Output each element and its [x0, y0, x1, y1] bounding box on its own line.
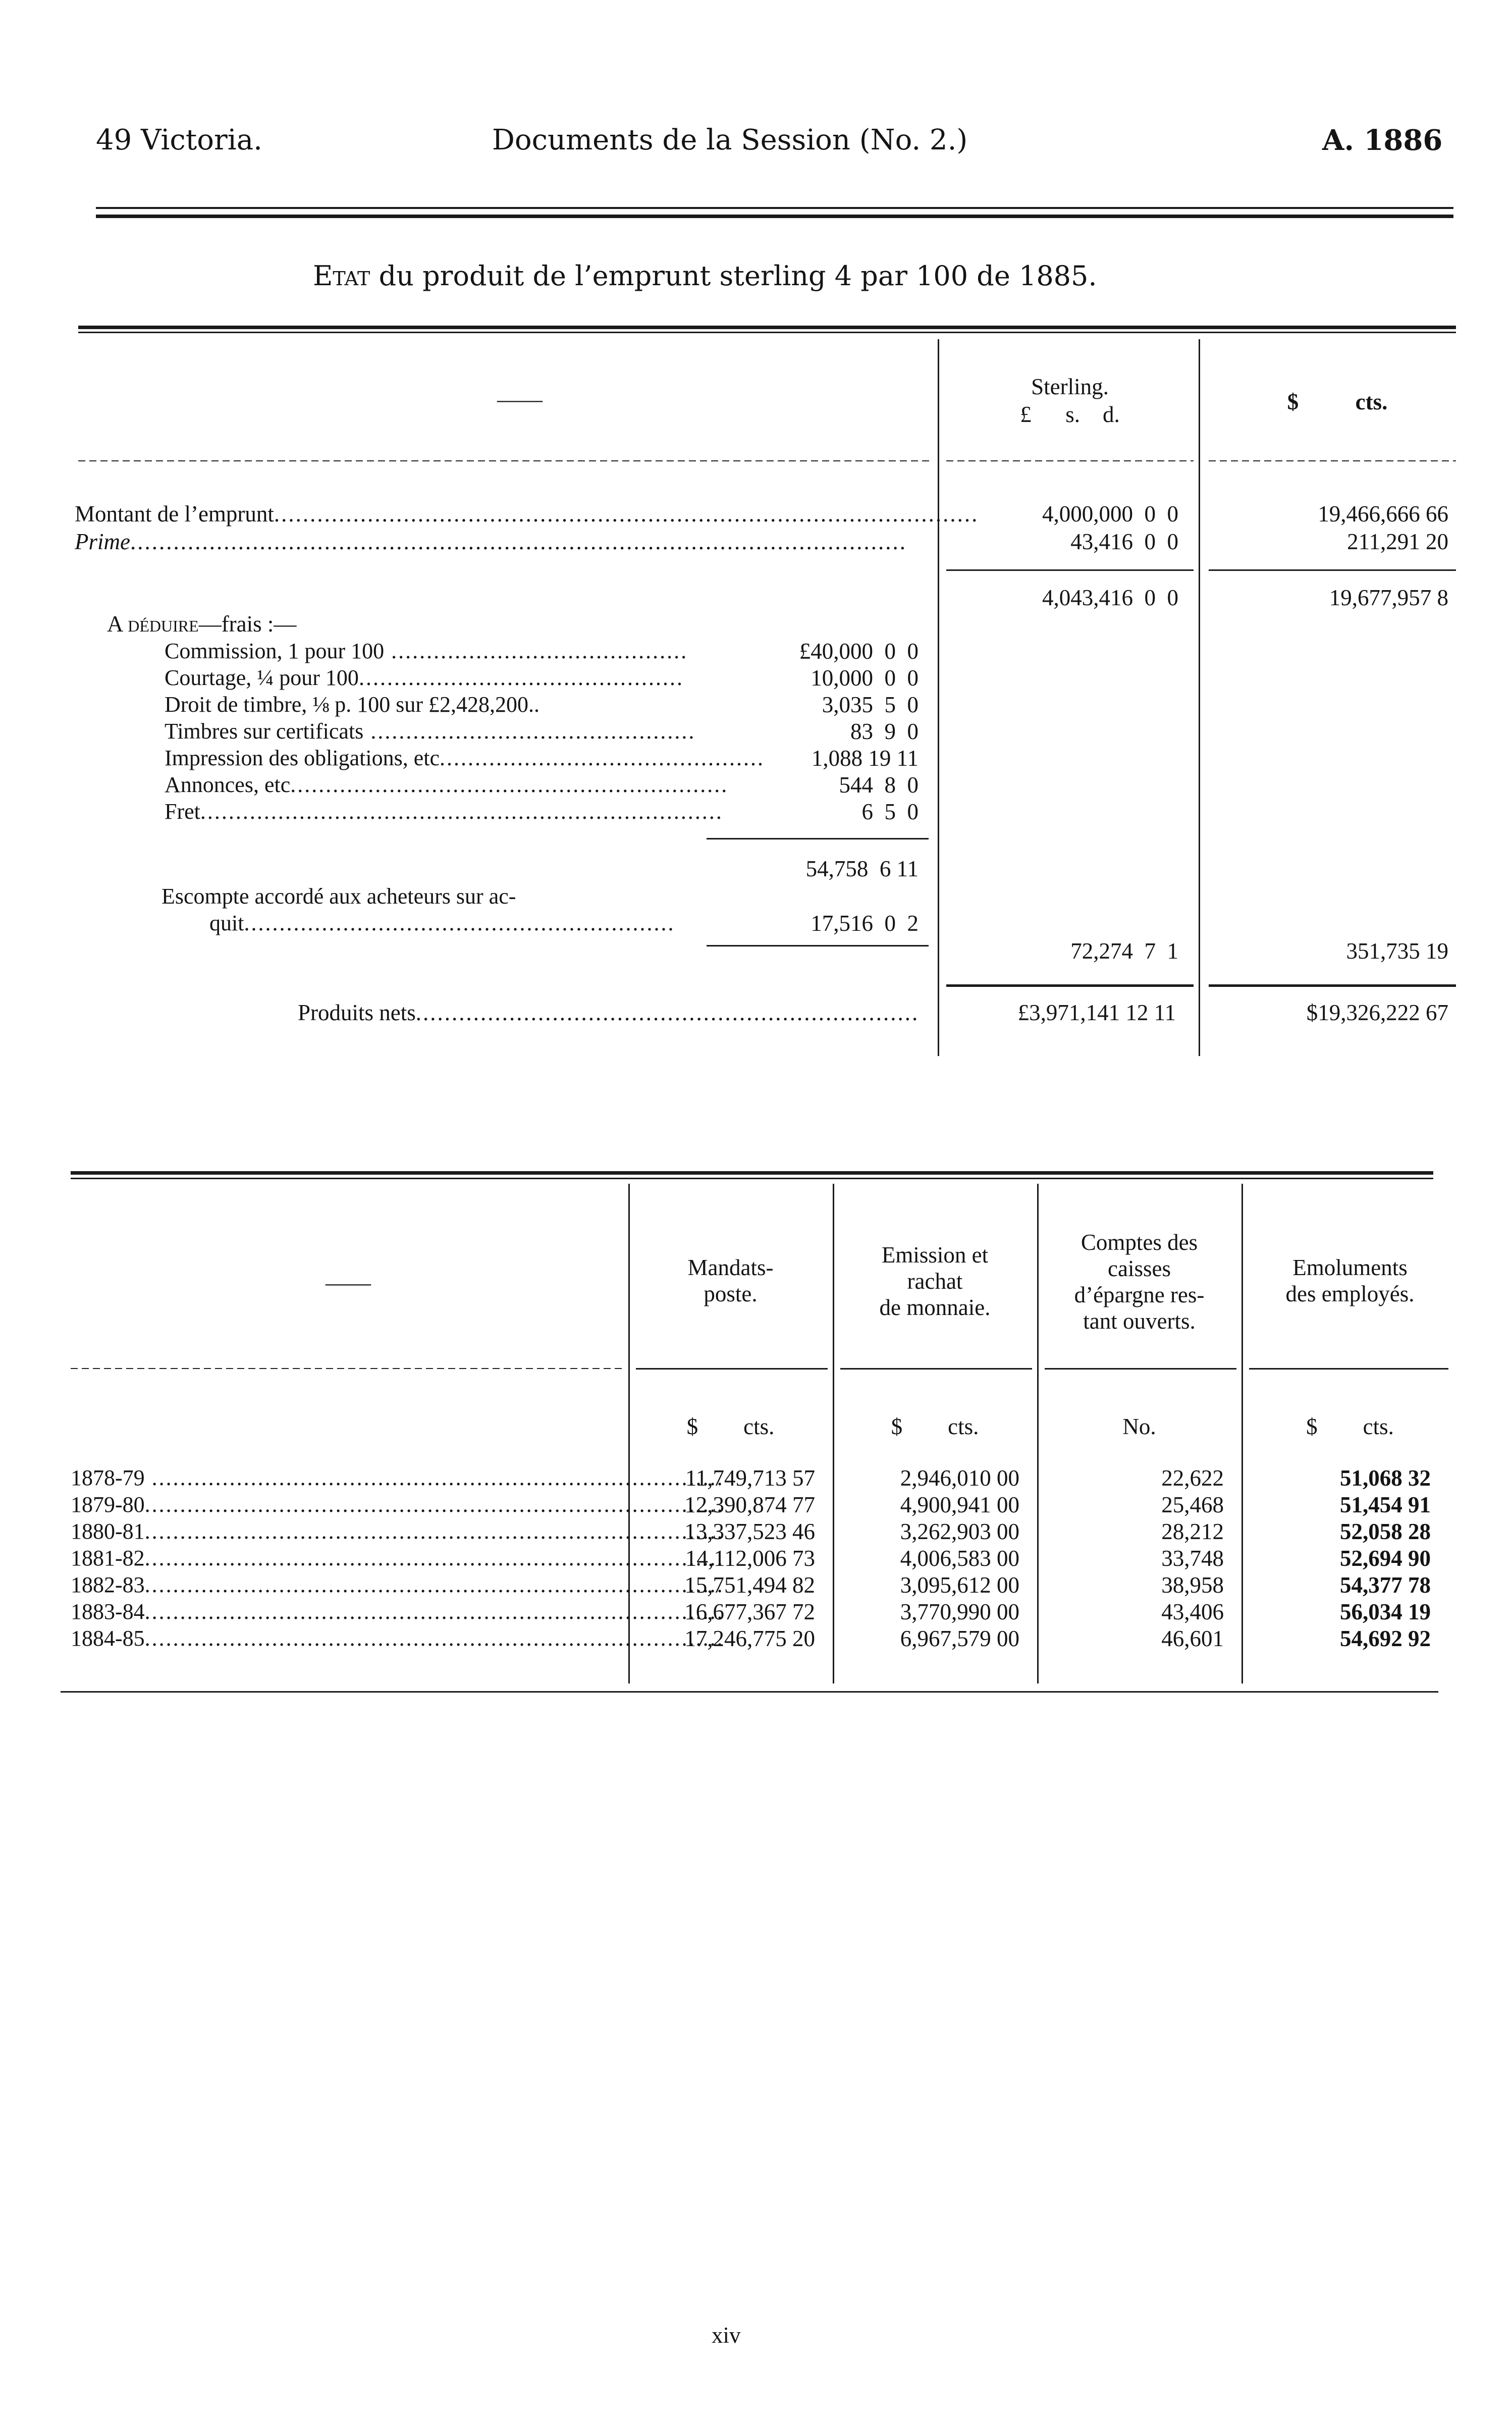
cell-emoluments: 54,692 92 [1340, 1626, 1431, 1651]
leader-dots: ............................................................................................................ [130, 529, 907, 554]
fee-row-label [165, 638, 712, 664]
cell-emission: 4,006,583 00 [900, 1546, 1019, 1571]
table2-top-rule-thin [71, 1178, 1433, 1179]
cell-emoluments: 52,694 90 [1340, 1546, 1431, 1571]
leader-dots: .............................................................. [290, 772, 729, 797]
cell-comptes: 43,406 [1161, 1599, 1224, 1624]
fee-amount: 83 9 0 [850, 719, 919, 744]
fee-amount: £40,000 0 0 [799, 639, 919, 664]
table2-header-rule [636, 1368, 828, 1370]
table1-title [313, 260, 1097, 292]
year-label: 1880-81 [71, 1519, 145, 1544]
table2-col-separator [1037, 1184, 1039, 1684]
fees-total-rule [707, 838, 929, 839]
header-line: d’épargne res- [1074, 1282, 1205, 1307]
fee-amount: 1,088 19 11 [811, 746, 919, 771]
fee-amount: 6 5 0 [861, 799, 919, 824]
leader-dots: .............................................. [363, 719, 696, 744]
table1-dollar-header: $ cts. [1287, 389, 1388, 414]
table2-top-rule [71, 1171, 1433, 1175]
leader-dots: .................................................................................. [144, 1492, 724, 1517]
leader-dots: ................................................................................. [144, 1465, 724, 1490]
deduct-heading [107, 611, 296, 637]
fee-label: Commission, 1 pour 100 [165, 639, 385, 663]
cell-mandats: 17,246,775 20 [684, 1626, 815, 1651]
table1-montant-dollars: 19,466,666 66 [1318, 501, 1448, 527]
cell-emoluments: 54,377 78 [1340, 1572, 1431, 1598]
fee-label: Droit de timbre, ⅛ p. 100 sur £2,428,200.. [165, 692, 540, 717]
fee-amount: 544 8 0 [839, 772, 919, 798]
leader-dots: .............................................. [440, 746, 765, 770]
discount-label-line1: Escompte accordé aux acheteurs sur ac- [161, 884, 516, 909]
cell-emoluments: 52,058 28 [1340, 1519, 1431, 1544]
unit-emoluments: $ cts. [1306, 1414, 1394, 1439]
header-left: 49 Victoria. [96, 124, 262, 156]
header-right: A. 1886 [1322, 124, 1443, 157]
row-label: Montant de l’emprunt [75, 501, 274, 527]
table1-row-montant [75, 501, 979, 527]
table2-header-rule [71, 1368, 623, 1369]
header-line: rachat [907, 1269, 963, 1294]
table1-prime-sterling: 43,416 0 0 [1070, 529, 1178, 554]
table2-header-rule [1249, 1368, 1448, 1370]
leader-dots: .......................................................................... [200, 799, 723, 824]
header-center: Documents de la Session (No. 2.) [492, 124, 968, 156]
fee-row-label [165, 799, 723, 824]
leader-dots: .................................................................................. [144, 1519, 724, 1544]
header-line: Emission et [881, 1242, 989, 1268]
header-line: Comptes des [1081, 1230, 1198, 1255]
cell-comptes: 25,468 [1161, 1492, 1224, 1517]
leader-dots: ............................................................. [244, 911, 675, 935]
fee-row-label [165, 692, 712, 717]
fee-row-label [165, 718, 712, 744]
fee-label: Timbres sur certificats [165, 719, 364, 744]
table2-header-rule [840, 1368, 1032, 1370]
header-comptes [1040, 1229, 1239, 1334]
cell-emission: 2,946,010 00 [900, 1465, 1019, 1491]
table-row-year [71, 1625, 724, 1651]
discount-rule [707, 945, 929, 946]
fee-row-label [165, 772, 729, 798]
fee-amount: 10,000 0 0 [811, 665, 919, 691]
table-row-year [71, 1518, 724, 1544]
discount-label: quit [209, 911, 244, 935]
table1-prime-dollars: 211,291 20 [1347, 529, 1448, 554]
discount-label-line2 [209, 910, 709, 936]
cell-mandats: 12,390,874 77 [684, 1492, 815, 1517]
row-label: Prime [75, 529, 130, 554]
fee-row-label [165, 745, 765, 771]
table1-col-separator [938, 339, 939, 1056]
table1-header-rule [1209, 460, 1456, 461]
header-line: Emoluments [1292, 1255, 1408, 1280]
header-line: tant ouverts. [1083, 1308, 1196, 1334]
table-row-year [71, 1492, 724, 1517]
year-label: 1879-80 [71, 1492, 145, 1517]
discount-amount: 17,516 0 2 [811, 911, 919, 936]
deduct-rest: —frais :— [198, 611, 297, 637]
year-label: 1878-79 [71, 1465, 145, 1490]
subtotal-rule [1209, 569, 1456, 571]
header-line: poste. [704, 1281, 758, 1306]
fee-row-label [165, 665, 712, 691]
fee-label: Courtage, ¼ pour 100 [165, 665, 359, 690]
table1-top-rule [78, 326, 1456, 329]
deduct-total-dollars: 351,735 19 [1346, 938, 1448, 964]
fee-label: Impression des obligations, etc [165, 746, 440, 770]
header-mandats [631, 1254, 830, 1307]
leader-dots: .................................................................................. [144, 1599, 724, 1624]
page-number: xiv [712, 2323, 741, 2348]
year-label: 1884-85 [71, 1626, 145, 1651]
table2-col-separator [833, 1184, 834, 1684]
cell-emoluments: 56,034 19 [1340, 1599, 1431, 1624]
title-small-caps: Etat [313, 260, 370, 292]
table1-subtotal-sterling: 4,043,416 0 0 [1042, 585, 1178, 610]
cell-comptes: 22,622 [1161, 1465, 1224, 1491]
cell-comptes: 33,748 [1161, 1546, 1224, 1571]
table-row-year [71, 1572, 724, 1598]
net-sterling: £3,971,141 12 11 [1017, 1000, 1176, 1025]
table-row-year [71, 1545, 724, 1571]
header-rule-thick [96, 215, 1453, 218]
title-rest: du produit de l’emprunt sterling 4 par 100 de 1885. [370, 260, 1097, 292]
leader-dots: .............................................. [358, 665, 684, 690]
unit-mandats: $ cts. [686, 1414, 775, 1439]
net-rule [1209, 984, 1456, 987]
cell-comptes: 28,212 [1161, 1519, 1224, 1544]
year-label: 1881-82 [71, 1546, 145, 1570]
table2-bottom-rule [61, 1691, 1438, 1693]
table-row-year [71, 1465, 724, 1491]
table1-top-rule-thin [78, 332, 1456, 333]
year-label: 1883-84 [71, 1599, 145, 1624]
header-rule [96, 207, 1453, 209]
leader-dots: .................................................................................. [144, 1626, 724, 1651]
table1-sterling-header: Sterling. [1031, 374, 1109, 399]
cell-comptes: 38,958 [1161, 1572, 1224, 1598]
cell-mandats: 14,112,006 73 [685, 1546, 815, 1571]
cell-emoluments: 51,068 32 [1340, 1465, 1431, 1491]
table-row-year [71, 1599, 724, 1624]
header-line: Mandats- [687, 1255, 774, 1280]
cell-mandats: 16,677,367 72 [684, 1599, 815, 1624]
header-line: de monnaie. [879, 1295, 991, 1320]
table1-col-separator [1199, 339, 1200, 1056]
table2-col-separator [1241, 1184, 1243, 1684]
table1-row-prime [75, 529, 928, 555]
fees-total: 54,758 6 11 [805, 856, 919, 881]
cell-emission: 3,262,903 00 [900, 1519, 1019, 1544]
net-label: Produits nets [298, 1000, 416, 1025]
cell-emission: 6,967,579 00 [900, 1626, 1019, 1651]
net-dollars: $19,326,222 67 [1306, 1000, 1448, 1025]
net-rule [946, 984, 1194, 987]
leader-dots: .................................................................................. [144, 1546, 724, 1570]
cell-mandats: 13,337,523 46 [684, 1519, 815, 1544]
header-emoluments [1244, 1254, 1456, 1307]
net-label-row [298, 1000, 929, 1026]
unit-emission: $ cts. [891, 1414, 979, 1439]
table1-col0-header: —— [497, 387, 543, 412]
table2-header-rule [1045, 1368, 1236, 1370]
deduct-total-sterling: 72,274 7 1 [1070, 938, 1178, 964]
subtotal-rule [946, 569, 1194, 571]
cell-comptes: 46,601 [1161, 1626, 1224, 1651]
cell-mandats: 15,751,494 82 [684, 1572, 815, 1598]
table1-subtotal-dollars: 19,677,957 8 [1329, 585, 1448, 610]
table1-header-rule [78, 460, 931, 461]
table1-montant-sterling: 4,000,000 0 0 [1042, 501, 1178, 527]
table2-col0-header: —— [326, 1270, 371, 1295]
leader-dots: .................................................................................. [144, 1572, 724, 1597]
deduct-sc: A déduire [107, 611, 199, 637]
leader-dots: .......................................... [384, 639, 688, 663]
cell-emission: 3,770,990 00 [900, 1599, 1019, 1624]
year-label: 1882-83 [71, 1572, 145, 1597]
fee-amount: 3,035 5 0 [822, 692, 919, 717]
header-line: des employés. [1285, 1281, 1415, 1306]
fee-label: Fret [165, 799, 200, 824]
unit-comptes: No. [1122, 1414, 1156, 1439]
cell-mandats: 11,749,713 57 [685, 1465, 815, 1491]
fee-label: Annonces, etc [165, 772, 291, 797]
table1-sterling-units: £ s. d. [1020, 402, 1120, 427]
header-line: caisses [1108, 1256, 1171, 1281]
cell-emission: 3,095,612 00 [900, 1572, 1019, 1598]
cell-emoluments: 51,454 91 [1340, 1492, 1431, 1517]
table1-header-rule [946, 460, 1194, 461]
leader-dots: .................................................................................................. [274, 501, 979, 527]
leader-dots: ...................................................................... [415, 1000, 920, 1025]
cell-emission: 4,900,941 00 [900, 1492, 1019, 1517]
header-emission [835, 1242, 1035, 1321]
